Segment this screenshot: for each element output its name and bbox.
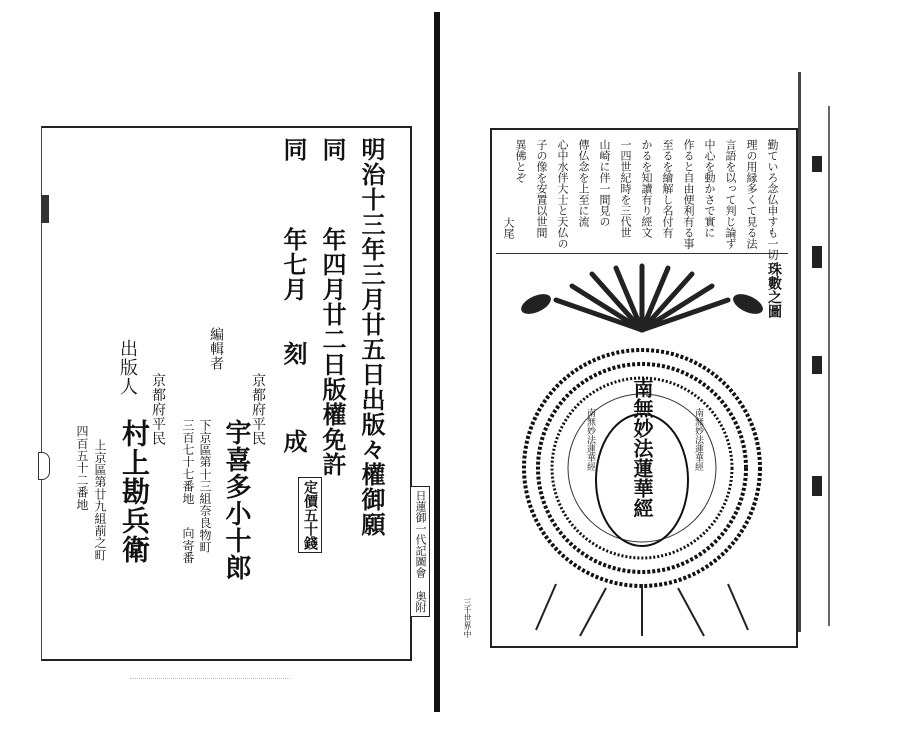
date-same-mark-1: 同	[318, 137, 347, 162]
text-signature: 大尾	[502, 217, 515, 239]
text-col-2: 理の用縁多くて見る法	[745, 139, 758, 249]
date-same-mark-2: 同	[279, 137, 308, 162]
text-col-6: 至るを繪解し名付有	[661, 139, 674, 238]
text-col-9: 山崎に伴一間見の	[598, 139, 611, 227]
text-col-10: 傳仏念を上至に流	[577, 139, 590, 227]
text-col-11: 心中水伴大士と天仏の	[556, 139, 569, 249]
right-edge-strip	[794, 66, 844, 636]
right-inscription: 南無妙法蓮華經	[693, 408, 703, 471]
frame-tab-bottom	[38, 452, 50, 480]
editor-lot: 三百七十七番地	[181, 419, 195, 505]
frame-tab-top	[41, 195, 49, 223]
title-stamp: 日蓮御一代記圖會 奥附	[410, 486, 430, 617]
text-col-1: 勤ていろ念仏申すも一切	[766, 139, 779, 260]
diagram-title: 珠數之圖	[766, 262, 782, 318]
date-publication-request: 明治十三年三月廿五日出版々權御願	[357, 137, 386, 537]
text-col-7: かるを知讀有り經文	[640, 139, 653, 238]
text-panel-columns	[500, 137, 786, 260]
editor-address: 下京區第十三組奈良物町	[198, 419, 212, 554]
left-inscription: 南無妙法蓮華經	[585, 408, 595, 471]
text-panel	[496, 133, 788, 260]
publisher-label: 出版人	[117, 339, 138, 396]
editor-suffix: 向寄番	[181, 527, 195, 564]
top-tassels	[556, 266, 728, 330]
date-engraved-char: 刻	[279, 341, 308, 366]
editor-label: 編輯者	[208, 327, 224, 371]
text-col-4: 中心を動かさで實に	[703, 139, 716, 238]
text-col-5: 作ると自由便利有る事	[682, 139, 695, 249]
editor-origin: 京都府平民	[250, 373, 266, 446]
rosary-diagram	[496, 258, 788, 642]
bottom-tassels	[536, 584, 748, 636]
colophon-text-area	[52, 129, 404, 654]
date-completed-char: 成	[279, 429, 308, 454]
margin-note: 三千世界中	[463, 598, 472, 638]
publisher-name: 村上勘兵衛	[118, 419, 151, 564]
publisher-origin: 京都府平民	[150, 373, 166, 446]
price-label: 定價五十錢	[298, 477, 322, 553]
date-month: 年七月	[279, 227, 308, 302]
publisher-lot: 四百五十二番地	[75, 425, 89, 511]
text-col-3: 言語を以って判じ論ず	[724, 139, 737, 249]
text-col-13: 異佛とぞ	[514, 139, 527, 183]
text-col-8: 一四世紀時を三代世	[619, 139, 632, 238]
editor-name: 宇喜多小十郎	[221, 419, 251, 581]
text-col-12: 子の像を安置以世間	[535, 139, 548, 238]
scan-noise	[130, 678, 290, 680]
date-copyright-granted: 年四月廿二日版權免許	[318, 227, 347, 477]
center-inscription: 南無妙法蓮華經	[630, 378, 654, 518]
book-spine	[434, 12, 440, 712]
publisher-address: 上京區第廿九組萷之町	[93, 439, 107, 561]
